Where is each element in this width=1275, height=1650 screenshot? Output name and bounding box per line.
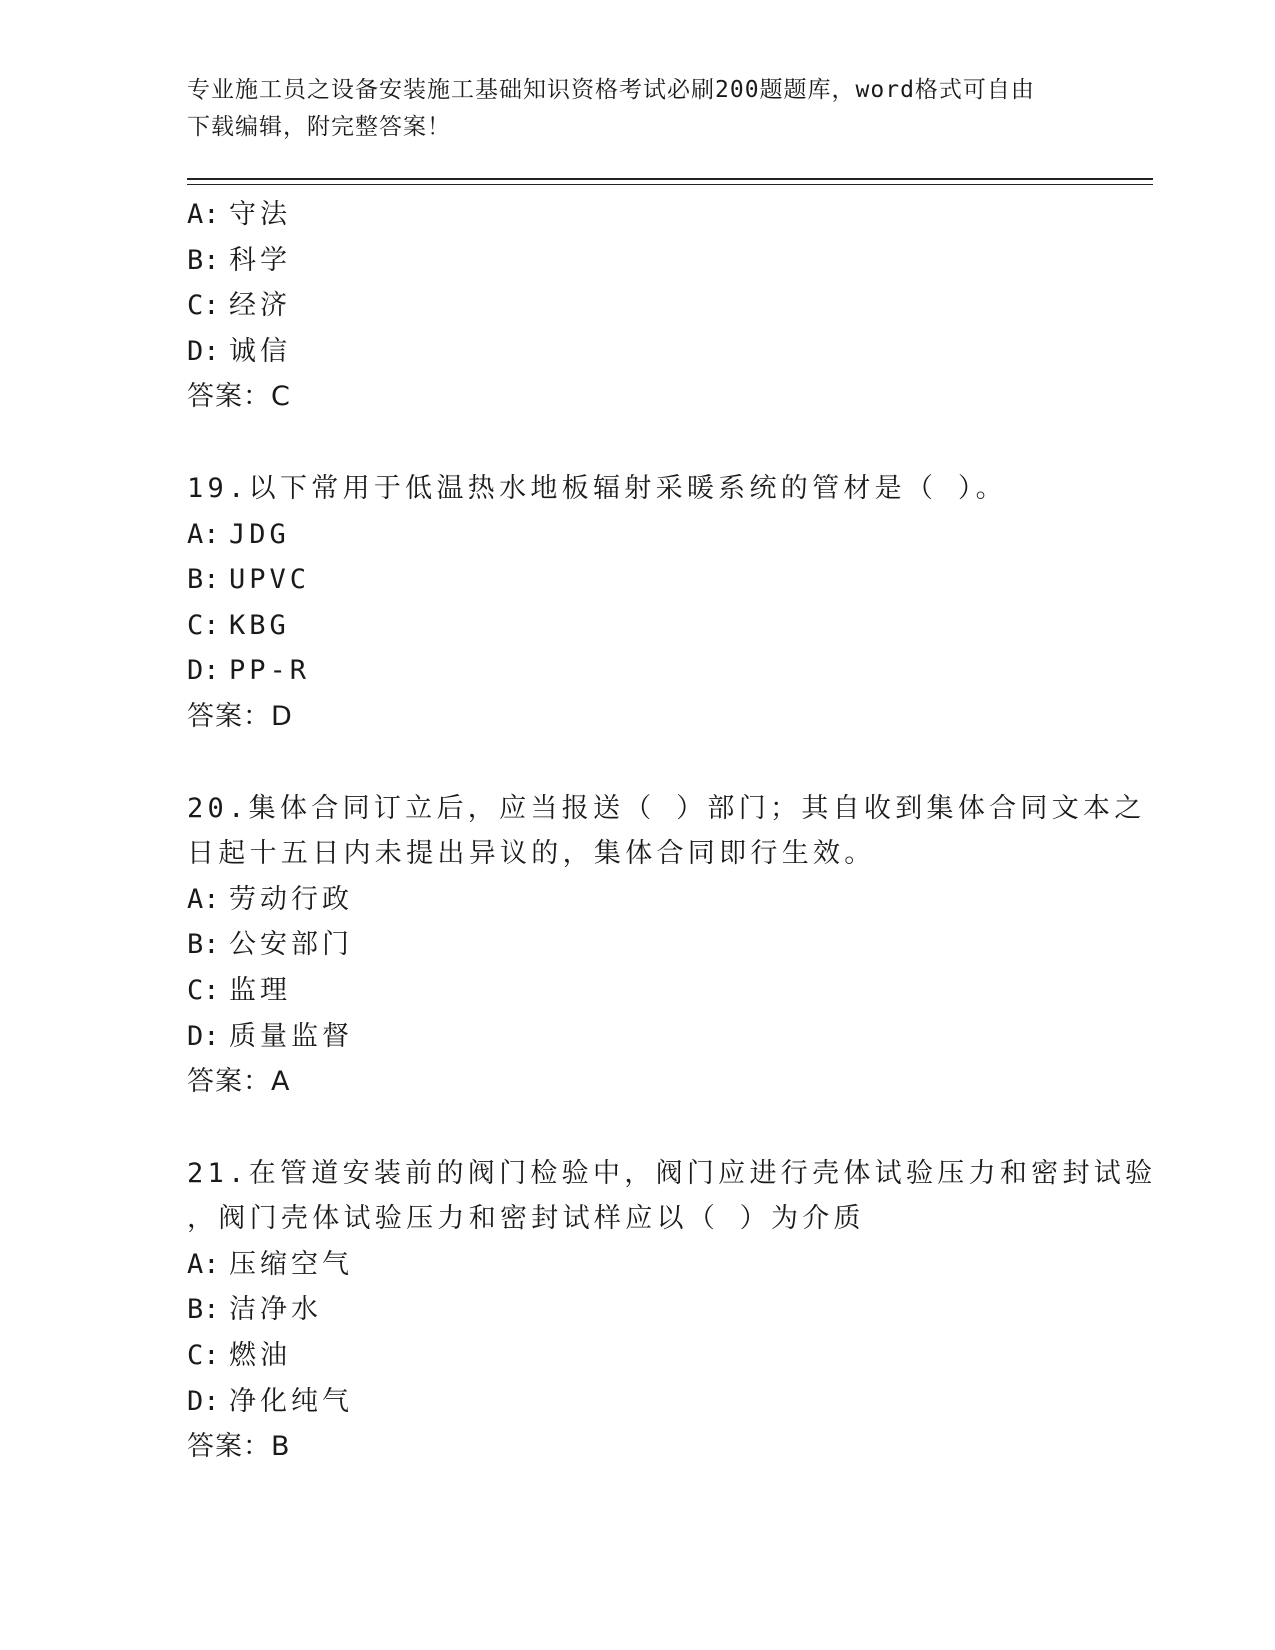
option-b [187, 238, 1087, 284]
option-text: JDG [229, 518, 290, 550]
option-a [187, 192, 1087, 238]
option-text: 诚信 [229, 335, 291, 367]
option-label: B: [187, 564, 220, 596]
question-list [187, 192, 1157, 1470]
option-label: A: [187, 199, 220, 230]
answer-line: 答案：C [187, 381, 291, 413]
option-text: 劳动行政 [229, 883, 353, 915]
option-text: KBG [229, 609, 290, 641]
answer-line: 答案：A [187, 1066, 291, 1098]
option-label: C: [187, 609, 220, 641]
question-19 [187, 466, 1087, 740]
question-stem: 19.以下常用于低温热水地板辐射采暖系统的管材是（ ）。 [187, 472, 1007, 504]
header-line-1: 专业施工员之设备安装施工基础知识资格考试必刷200题题库，word格式可自由 [187, 77, 1035, 103]
option-label: D: [187, 335, 220, 367]
question-20 [187, 786, 1146, 1105]
question-stem: 20.集体合同订立后，应当报送（ ）部门；其自收到集体合同文本之 [187, 792, 1146, 824]
option-b [187, 922, 1087, 968]
option-text: 监理 [229, 974, 291, 1006]
option-c [187, 968, 1087, 1014]
header-line-2: 下载编辑，附完整答案！ [187, 114, 451, 140]
option-d [187, 1379, 1087, 1425]
option-text: UPVC [229, 564, 311, 596]
header-divider-thin [187, 184, 1153, 185]
option-d [187, 1014, 1087, 1060]
option-a [187, 1242, 1087, 1288]
option-a [187, 877, 1087, 923]
option-text: 洁净水 [229, 1294, 322, 1326]
question-18 [187, 192, 1087, 420]
option-text: 科学 [229, 244, 291, 276]
option-label: D: [187, 1020, 220, 1052]
option-label: C: [187, 1340, 220, 1372]
option-b [187, 1287, 1087, 1333]
option-c [187, 283, 1087, 329]
option-label: C: [187, 290, 220, 322]
document-header [187, 72, 1087, 146]
option-label: B: [187, 1294, 220, 1326]
option-d [187, 648, 1087, 694]
option-label: D: [187, 655, 220, 687]
option-c [187, 603, 1087, 649]
option-text: 守法 [229, 199, 291, 230]
option-d [187, 329, 1087, 375]
option-label: B: [187, 929, 220, 961]
question-stem: ，阀门壳体试验压力和密封试样应以（ ）为介质 [187, 1203, 865, 1235]
option-text: 经济 [229, 290, 291, 322]
option-label: C: [187, 974, 220, 1006]
option-b [187, 557, 1087, 603]
option-label: A: [187, 1248, 220, 1280]
option-text: 燃油 [229, 1340, 291, 1372]
option-text: PP-R [229, 655, 311, 687]
answer-line: 答案：B [187, 1431, 291, 1463]
header-divider-thick [187, 178, 1153, 180]
option-a [187, 512, 1087, 558]
option-text: 净化纯气 [229, 1385, 353, 1417]
question-stem: 日起十五日内未提出异议的，集体合同即行生效。 [187, 838, 876, 870]
question-21 [187, 1151, 1157, 1470]
option-label: A: [187, 883, 220, 915]
option-c [187, 1333, 1087, 1379]
option-text: 质量监督 [229, 1020, 353, 1052]
option-label: A: [187, 518, 220, 550]
option-label: B: [187, 244, 220, 276]
question-stem: 21.在管道安装前的阀门检验中，阀门应进行壳体试验压力和密封试验 [187, 1157, 1157, 1189]
option-text: 压缩空气 [229, 1248, 353, 1280]
answer-line: 答案：D [187, 700, 293, 732]
option-label: D: [187, 1385, 220, 1417]
option-text: 公安部门 [229, 929, 353, 961]
